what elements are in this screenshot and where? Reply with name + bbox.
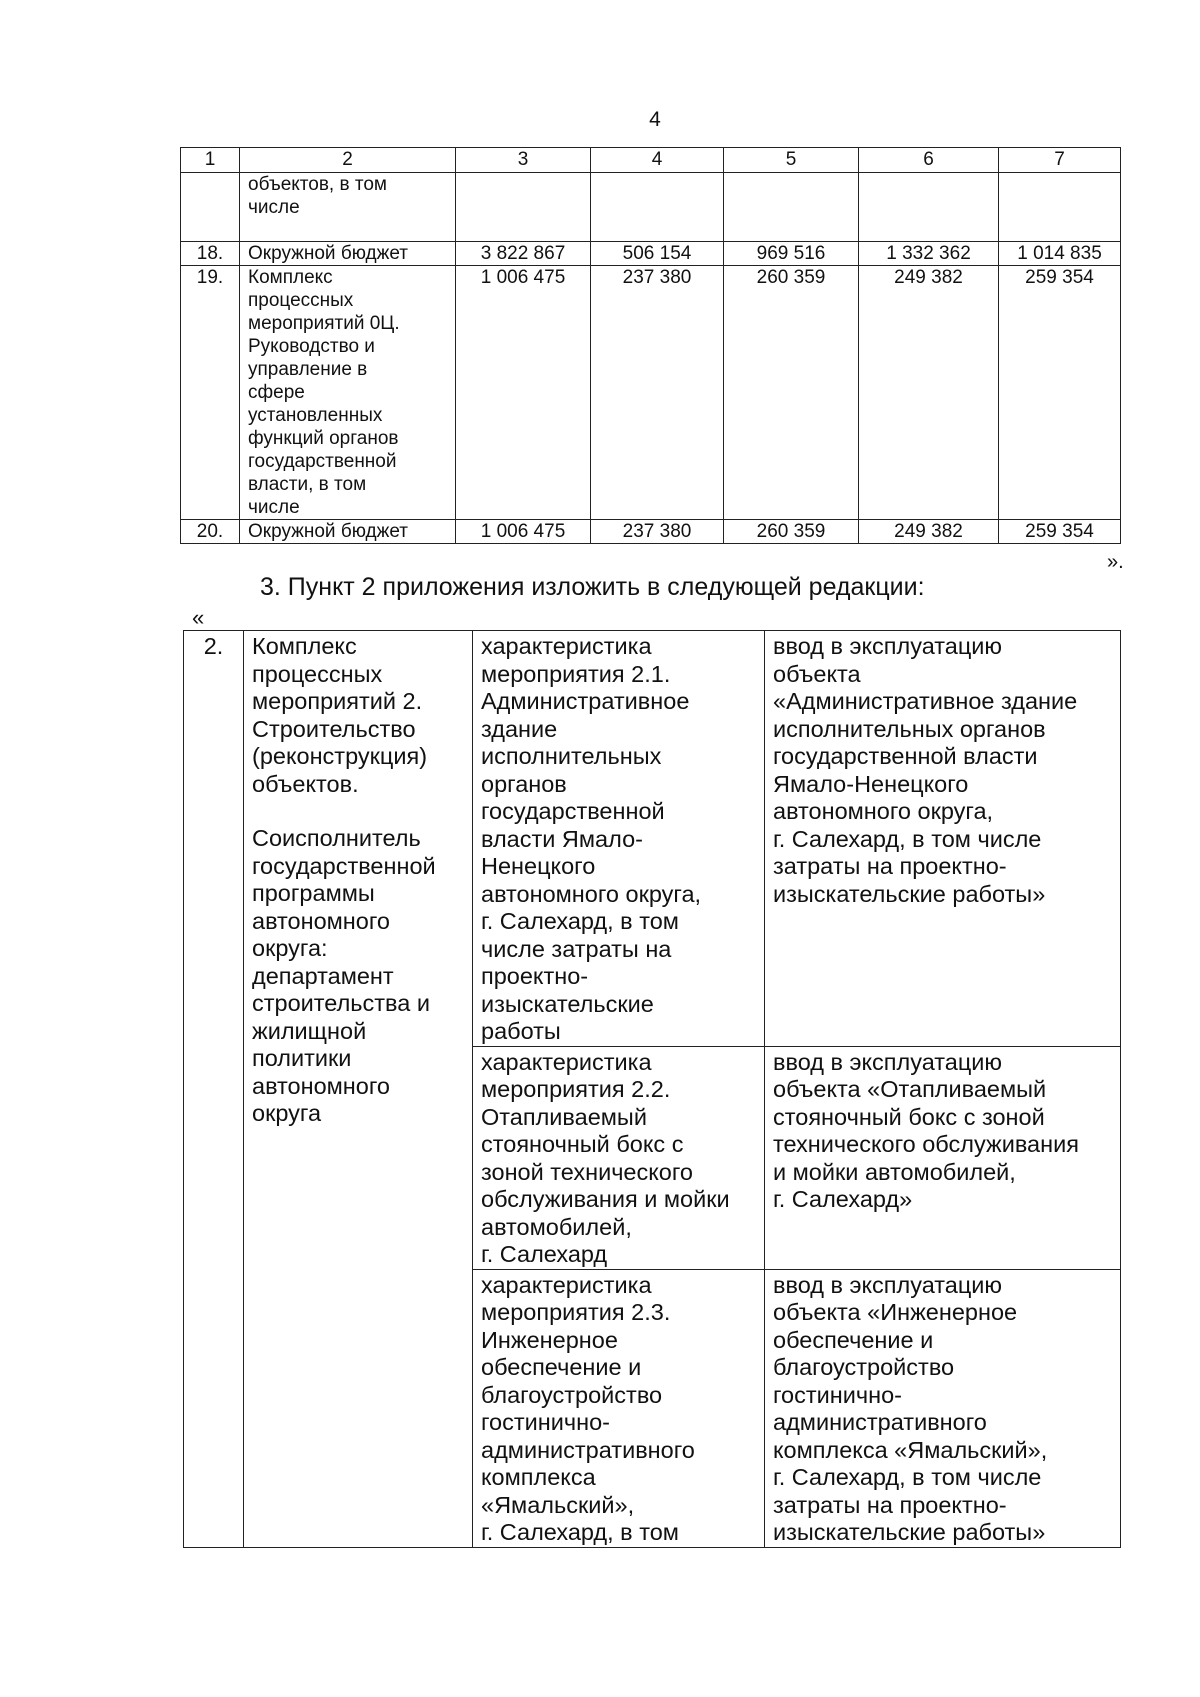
value-cell: 259 354 — [999, 266, 1121, 520]
value-cell: 237 380 — [591, 266, 724, 520]
row-name: объектов, в том числе — [240, 173, 456, 242]
value-cell: 969 516 — [724, 242, 859, 266]
table-row — [181, 173, 1121, 242]
value-cell: 249 382 — [859, 520, 999, 544]
page-number: 4 — [649, 108, 661, 131]
value-cell: 260 359 — [724, 520, 859, 544]
row-name: Комплекс процессных мероприятий 0Ц. Руководство и управление в сфере установленных функций органов государственной власти, в том числе — [240, 266, 456, 520]
table-row — [181, 242, 1121, 266]
value-cell: 506 154 — [591, 242, 724, 266]
funding-table — [180, 147, 1121, 544]
row-name: Окружной бюджет — [240, 242, 456, 266]
characteristic-cell: характеристика мероприятия 2.1. Административное здание исполнительных органов государственной власти Ямало- Ненецкого автономного округа, г. Салехард, в том числе затраты на проектно- изыскательские работы — [473, 631, 765, 1047]
value-cell — [859, 173, 999, 242]
column-header: 6 — [859, 148, 999, 173]
value-cell: 1 332 362 — [859, 242, 999, 266]
row-number: 18. — [181, 242, 240, 266]
coexecutor-text: Соисполнитель государственной программы автономного округа: департамент строительства и жилищной политики автономного округа — [252, 825, 436, 1126]
column-header: 7 — [999, 148, 1121, 173]
value-cell — [999, 173, 1121, 242]
result-cell: ввод в эксплуатацию объекта «Инженерное обеспечение и благоустройство гостинично- административного комплекса «Ямальский», г. Салехард, в том числе затраты на проектно- изыскательские работы» — [765, 1269, 1121, 1547]
value-cell: 260 359 — [724, 266, 859, 520]
row-number: 20. — [181, 520, 240, 544]
complex-title: Комплекс процессных мероприятий 2. Строительство (реконструкция) объектов. — [252, 633, 428, 797]
value-cell: 1 006 475 — [456, 520, 591, 544]
characteristic-cell: характеристика мероприятия 2.2. Отапливаемый стояночный бокс с зоной технического обслуживания и мойки автомобилей, г. Салехард — [473, 1046, 765, 1269]
result-cell: ввод в эксплуатацию объекта «Административное здание исполнительных органов государственной власти Ямало-Ненецкого автономного округа, г. Салехард, в том числе затраты на проектно- изыскательские работы» — [765, 631, 1121, 1047]
value-cell — [591, 173, 724, 242]
result-cell: ввод в эксплуатацию объекта «Отапливаемый стояночный бокс с зоной технического обслуживания и мойки автомобилей, г. Салехард» — [765, 1046, 1121, 1269]
table-header-row — [181, 148, 1121, 173]
table-row — [181, 520, 1121, 544]
row-name: Окружной бюджет — [240, 520, 456, 544]
closing-quote: ». — [1107, 551, 1124, 573]
row-number — [181, 173, 240, 242]
row-number: 19. — [181, 266, 240, 520]
column-header: 3 — [456, 148, 591, 173]
column-header: 2 — [240, 148, 456, 173]
row-number: 2. — [184, 631, 244, 1548]
value-cell — [724, 173, 859, 242]
value-cell: 237 380 — [591, 520, 724, 544]
table-row — [184, 631, 1121, 1047]
value-cell — [456, 173, 591, 242]
activities-table — [183, 630, 1121, 1548]
value-cell: 259 354 — [999, 520, 1121, 544]
value-cell: 1 014 835 — [999, 242, 1121, 266]
value-cell: 1 006 475 — [456, 266, 591, 520]
characteristic-cell: характеристика мероприятия 2.3. Инженерное обеспечение и благоустройство гостинично- административного комплекса «Ямальский», г. Салехард, в том — [473, 1269, 765, 1547]
column-header: 4 — [591, 148, 724, 173]
table-row — [181, 266, 1121, 520]
value-cell: 3 822 867 — [456, 242, 591, 266]
complex-cell — [244, 631, 473, 1548]
amendment-paragraph: 3. Пункт 2 приложения изложить в следующей редакции: — [260, 573, 925, 601]
value-cell: 249 382 — [859, 266, 999, 520]
column-header: 1 — [181, 148, 240, 173]
column-header: 5 — [724, 148, 859, 173]
opening-quote: « — [192, 605, 205, 630]
